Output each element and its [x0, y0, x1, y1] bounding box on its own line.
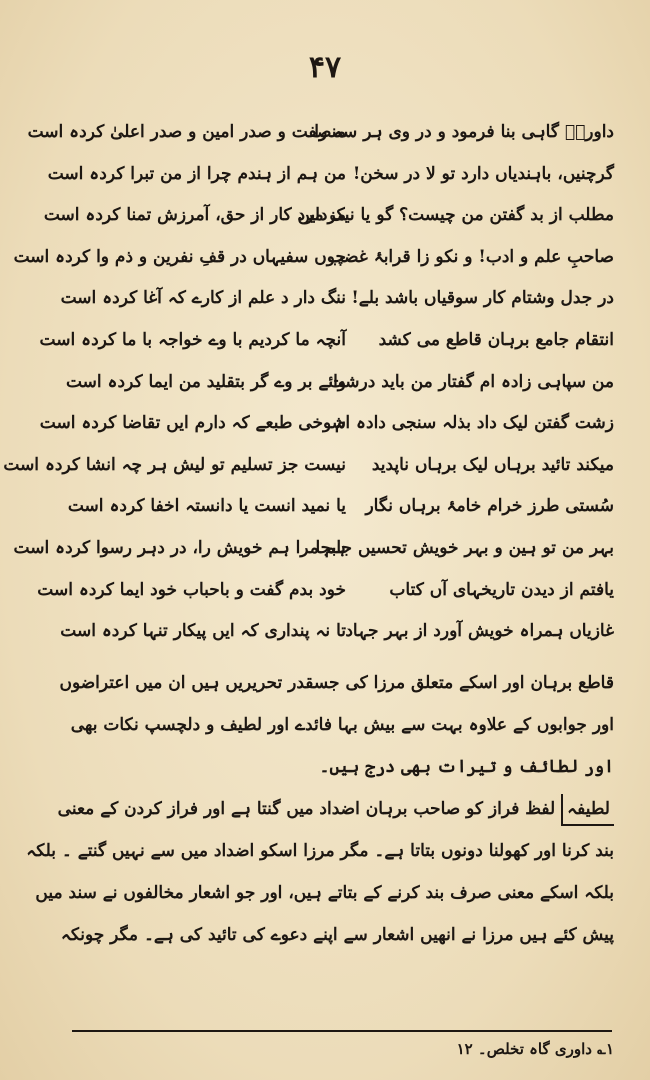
footnote: ۱؎ داوری گاہ تخلص۔ ۱۲ [456, 1040, 614, 1058]
verse-line: انتقام جامع برہان قاطع می کشد [378, 329, 614, 350]
verse-line: در جدل وشتام کار سوقیاں باشد بلے! [351, 288, 614, 309]
verse-line: ہم مرا ہم خویش را، در دہر رسوا کردہ است [13, 537, 346, 558]
verse-line: یا نمید انست یا دانستہ اخفا کردہ است [67, 496, 346, 517]
latifa-text: لفظ فراز کو صاحب برہان اضداد میں گنتا ہے اور فراز کردن کے معنی [57, 799, 556, 819]
verse-line: من سپاہی زادہ ام گفتار من باید درشت [328, 371, 614, 392]
verse-line: نیست جز تسلیم تو لیش ہر چہ انشا کردہ است [3, 454, 346, 475]
verse-line: تا نہ پنداری کہ ایں پیکار تنہا کردہ است [60, 621, 346, 642]
verse-line: آنچہ ما کردیم با وے خواجہ با ما کردہ است [39, 329, 346, 350]
latifa-label: لطیفہ [561, 794, 614, 826]
verse-line: شوخی طبعے کہ دارم ایں تقاضا کردہ است [39, 413, 346, 434]
verse-line: غازیاں ہمراہ خویش آورد از بہر جہاد [345, 621, 614, 642]
verse-line: چوں سفیہاں در قفِ نفرین و ذم وا کردہ است [13, 246, 346, 267]
verse-line: مزدایں کار از حق، آمرزش تمنا کردہ است [43, 205, 346, 226]
verse-line: منصفت و صدر امین و صدر اعلیٰ کردہ است [27, 122, 346, 142]
page-number: ۴۷ [308, 50, 342, 85]
latifa-line [29, 788, 614, 830]
verse-line: صاحبِ علم و ادب! و نکو زا قرابۂ غضب [327, 246, 614, 267]
verse-line: مطلب از بد گفتن من چیست؟ گو یا نیک مرد [297, 205, 614, 226]
verse-line: زشت گفتن لیک داد بذلہ سنجی دادہ ام [334, 413, 614, 434]
verse-line: سُستی طرز خرام خامۂ برہاں نگار [365, 496, 614, 517]
latifa-line: پیش کئے ہیں مرزا نے انھیں اشعار سے اپنے دعوے کی تائید کی ہے۔ مگر چونکہ [60, 925, 614, 945]
verse-line: یافتم از دیدن تاریخہای آں کتاب [389, 579, 614, 600]
prose-line: اور لطائف و تیرات بھی درج ہیں۔ [319, 757, 614, 777]
verse-line: میکند تائید برہاں لیک برہاں ناپدید [371, 454, 614, 475]
footnote-rule [72, 1030, 612, 1032]
verse-column-left [3, 112, 346, 653]
verse-line: بہر من تو ہین و بہر خویش تحسیں جابجا [315, 537, 614, 558]
verse-line: ننگ دار د علم از کارے کہ آغا کردہ است [60, 288, 346, 309]
verse-line: داوریؔ گاہی بنا فرمود و در وی ہر سہ را [314, 122, 614, 142]
verse-line: خود بدم گفت و باحباب خود ایما کردہ است [37, 579, 346, 600]
verse-line: من ہم از ہندم چرا از من تبرا کردہ است [47, 163, 346, 184]
latifa-line: بند کرنا اور کھولنا دونوں بتاتا ہے۔ مگر مرزا اسکو اضداد میں سے نہیں گنتے ۔ بلکہ [26, 841, 614, 861]
verse-line: وائے بر وے گر بتقلید من ایما کردہ است [65, 371, 346, 392]
prose-line: اور جوابوں کے علاوہ بہت سے بیش بہا فائدے اور لطیف و دلچسپ نکات بھی [70, 715, 614, 735]
verse-line: گرچنیں، باہندیاں دارد تو لا در سخن! [352, 163, 614, 184]
prose-block [26, 662, 614, 956]
verse-column-right [297, 112, 614, 653]
latifa-line: بلکہ اسکے معنی صرف بند کرنے کے بتاتے ہیں، اور جو اشعار مخالفوں نے سند میں [35, 883, 614, 903]
prose-line: قاطع برہان اور اسکے متعلق مرزا کی جسقدر تحریریں ہیں ان میں اعتراضوں [59, 673, 614, 693]
